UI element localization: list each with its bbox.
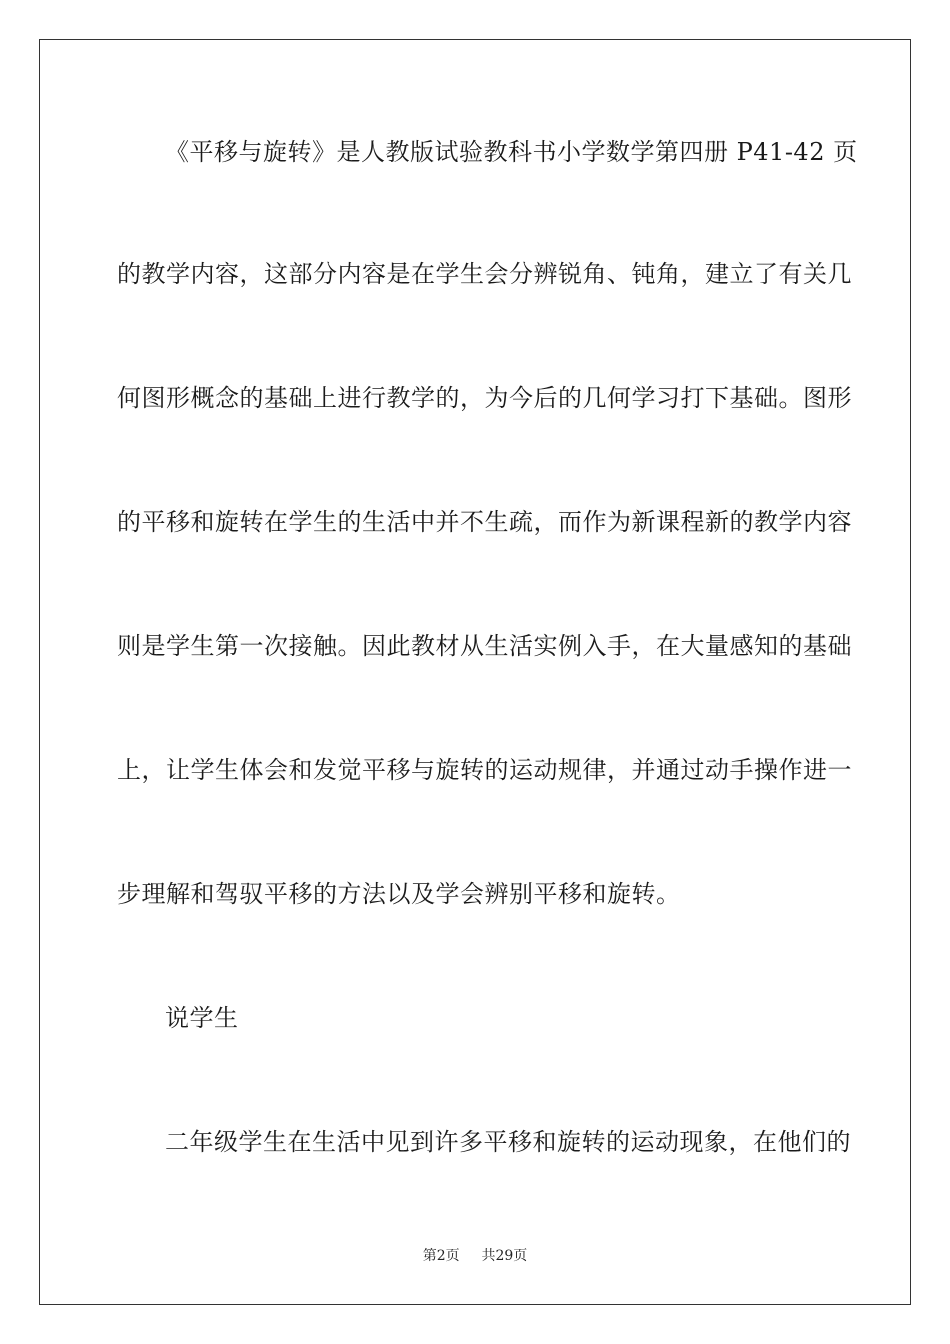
page-total: 共29页 — [481, 1248, 528, 1264]
paragraph-line: 上，让学生体会和发觉平移与旋转的运动规律，并通过动手操作进一 — [117, 756, 852, 784]
page-footer — [0, 1246, 950, 1266]
page-border — [39, 39, 911, 1305]
paragraph-line: 二年级学生在生活中见到许多平移和旋转的运动现象，在他们的 — [165, 1128, 851, 1156]
paragraph-line: 步理解和驾驭平移的方法以及学会辨别平移和旋转。 — [117, 880, 681, 908]
paragraph-line: 则是学生第一次接触。因此教材从生活实例入手，在大量感知的基础 — [117, 632, 852, 660]
paragraph-line: 的教学内容，这部分内容是在学生会分辨锐角、钝角，建立了有关几 — [117, 260, 852, 288]
paragraph-line: 何图形概念的基础上进行教学的，为今后的几何学习打下基础。图形 — [117, 384, 852, 412]
section-heading: 说学生 — [165, 1004, 239, 1032]
paragraph-line: 《平移与旋转》是人教版试验教科书小学数学第四册 P41-42 页 — [165, 138, 858, 166]
paragraph-line: 的平移和旋转在学生的生活中并不生疏，而作为新课程新的教学内容 — [117, 508, 852, 536]
page-number: 第2页 — [422, 1248, 460, 1264]
